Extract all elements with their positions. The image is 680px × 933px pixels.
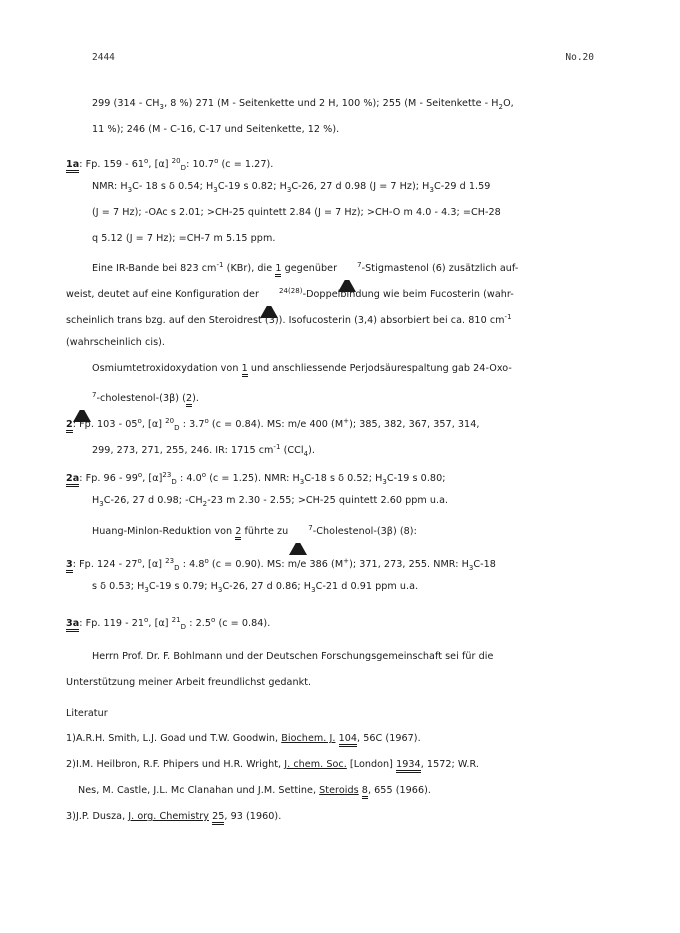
text-segment: ); 385, 382, 367, 357, 314, [349, 419, 480, 431]
text-segment: : Fp. 159 - 61 [79, 159, 145, 171]
text-segment: 20 [165, 417, 175, 425]
text-segment: O, [503, 98, 514, 109]
text-segment: -cholestenol-(3β) ( [96, 393, 186, 405]
text-segment: : 3.7 [179, 419, 205, 431]
text-segment: (wahrscheinlich cis). [66, 337, 166, 348]
text-segment: , [α] [141, 559, 166, 571]
text-segment: 3 [213, 185, 218, 194]
text-segment: + [343, 417, 350, 425]
text-segment: (c = 0.84). [215, 618, 271, 630]
text-segment: D [180, 164, 187, 173]
text-segment: 1)A.R.H. Smith, L.J. Goad und T.W. Goodwin, [66, 733, 282, 744]
text-segment: : Fp. 96 - 99 [79, 473, 138, 485]
text-segment: 2)I.M. Heilbron, R.F. Phipers und H.R. Wright, [66, 759, 285, 770]
text-segment: (KBr), die [223, 263, 276, 275]
text-segment: Literatur [66, 708, 108, 719]
text-segment: s δ 0.53; H [92, 581, 145, 592]
text-segment: 3 [286, 185, 292, 194]
text-segment: 299 (314 - CH [92, 98, 160, 109]
text-segment: NMR: H [92, 181, 128, 192]
text-segment: C-18 s δ 0.52; H [304, 473, 383, 485]
compound-label: 2a [66, 473, 79, 487]
text-segment: ). [192, 393, 200, 405]
text-segment: 7 [357, 261, 362, 269]
text-segment: -1 [216, 261, 224, 269]
text-segment: -1 [273, 443, 281, 451]
text-segment: (c = 1.27). [218, 159, 274, 171]
text-segment: 1 [275, 263, 281, 277]
text-segment: 20 [171, 157, 181, 165]
text-segment: C-19 s 0.79; H [148, 581, 218, 592]
delta-icon [289, 528, 307, 555]
text-segment: C-19 s 0.80; [386, 473, 446, 485]
text-segment: 3)J.P. Dusza, [66, 811, 129, 822]
compound-label: 2 [66, 419, 73, 433]
text-segment: 23 [162, 471, 172, 479]
text-segment: , 93 (1960). [224, 811, 282, 822]
text-segment: 25 [212, 811, 224, 825]
text-segment: Biochem. J. [281, 733, 336, 744]
text-segment: 3 [99, 499, 104, 508]
text-segment: 3 [217, 585, 223, 594]
text-line [66, 677, 680, 689]
text-segment: o [144, 616, 149, 624]
text-line [66, 733, 680, 745]
text-segment: o [137, 471, 143, 479]
text-line [92, 441, 680, 460]
text-line [66, 555, 680, 574]
text-segment: -23 m 2.30 - 2.55; >CH-25 quintett 2.60 ppm u.a. [207, 495, 449, 506]
text-line [92, 651, 680, 663]
text-segment: (CCl [280, 445, 304, 457]
text-line [92, 522, 680, 540]
text-segment: Herrn Prof. Dr. F. Bohlmann und der Deutschen Forschungsgemeinschaft sei für die [92, 651, 494, 662]
text-segment: 8 [362, 785, 368, 799]
text-line [66, 311, 680, 327]
text-segment: D [180, 623, 187, 632]
text-segment: : Fp. 119 - 21 [79, 618, 145, 630]
text-segment: -Stigmastenol (6) zusätzlich auf- [361, 263, 519, 275]
text-segment: -Cholestenol-(3β) (8): [312, 526, 417, 538]
text-segment: , 655 (1966). [367, 785, 431, 796]
text-segment: 4 [303, 450, 309, 459]
text-segment: 2 [202, 499, 208, 508]
text-line [66, 469, 680, 488]
text-line [66, 155, 680, 174]
text-segment: führte zu [241, 526, 289, 538]
text-segment: (c = 0.84). MS: m/e 400 (M [208, 419, 344, 431]
text-segment: 7 [308, 524, 313, 532]
text-line [66, 337, 680, 349]
text-line [92, 363, 680, 375]
text-segment: C-26, 27 d 0.86; H [222, 581, 312, 592]
text-segment: Nes, M. Castle, J.L. Mc Clanahan und J.M. Settine, [78, 785, 320, 796]
text-segment: 3 [127, 185, 133, 194]
text-segment: Osmiumtetroxidoxydation von [92, 363, 242, 374]
text-segment: (c = 0.90). MS: m/e 386 (M [208, 559, 344, 571]
text-segment: C-21 d 0.91 ppm u.a. [315, 581, 419, 592]
text-segment: (c = 1.25). NMR: H [206, 473, 300, 485]
text-segment: Huang-Minlon-Reduktion von [92, 526, 236, 538]
text-segment: -Doppelbindung wie beim Fucosterin (wahr- [302, 289, 514, 301]
text-segment: C-26, 27 d 0.98 (J = 7 Hz); H [291, 181, 430, 192]
text-line [92, 581, 680, 596]
text-segment: gegenüber [281, 263, 338, 275]
text-segment: Unterstützung meiner Arbeit freundlichst gedankt. [66, 677, 312, 688]
text-line [66, 415, 680, 434]
text-segment: J. chem. Soc. [284, 759, 347, 770]
text-segment: C-26, 27 d 0.98; -CH [103, 495, 203, 506]
text-segment: 104 [339, 733, 357, 747]
text-segment: 2 [235, 526, 241, 540]
text-line [66, 708, 680, 720]
text-segment: H [92, 495, 100, 506]
text-segment: C-18 [473, 559, 496, 571]
text-line [66, 811, 680, 823]
text-segment: und anschliessende Perjodsäurespaltung gab 24-Oxo- [247, 363, 512, 374]
text-segment: , [α] [148, 159, 172, 171]
text-segment: 2 [498, 102, 504, 111]
compound-label: 3a [66, 618, 79, 632]
text-segment: 24(28) [278, 287, 303, 295]
text-segment: + [343, 557, 350, 565]
text-line [92, 233, 680, 245]
text-segment: 3 [299, 478, 305, 487]
text-segment: o [214, 157, 219, 165]
text-segment: : 4.0 [176, 473, 202, 485]
text-segment: [London] [346, 759, 397, 770]
text-segment: 1934 [396, 759, 421, 773]
text-segment: o [137, 417, 142, 425]
text-line [66, 285, 680, 303]
text-segment: 11 %); 246 (M - C-16, C-17 und Seitenkette, 12 %). [92, 124, 340, 135]
text-segment: C- 18 s δ 0.54; H [132, 181, 214, 192]
text-segment: : 4.8 [179, 559, 205, 571]
text-line [66, 759, 680, 771]
text-line [92, 181, 680, 196]
text-segment: o [137, 557, 142, 565]
text-segment: Steroids [319, 785, 359, 796]
text-segment: ). [308, 445, 316, 457]
text-segment: , 8 %) 271 (M - Seitenkette und 2 H, 100 %); 255 (M - Seitenkette - H [164, 98, 499, 109]
text-segment: 3 [159, 102, 165, 111]
text-line [92, 124, 680, 136]
text-segment: 3 [429, 185, 434, 194]
text-segment: 7 [92, 391, 97, 399]
text-segment: : 10.7 [186, 159, 215, 171]
text-segment: scheinlich trans bzg. auf den Steroidrest (3)). Isofucosterin (3,4) absorbiert bei ca. 810 cm [66, 315, 505, 327]
text-segment: , [α] [141, 419, 166, 431]
text-segment: , 1572; W.R. [420, 759, 479, 770]
compound-label: 1a [66, 159, 79, 173]
text-segment: 23 [165, 557, 175, 565]
text-segment: weist, deutet auf eine Konfiguration der [66, 289, 259, 301]
issue-number: No.20 [565, 52, 594, 63]
text-segment: 3 [382, 478, 387, 487]
text-line [92, 98, 680, 113]
text-segment: D [174, 424, 180, 433]
text-segment: 3 [468, 564, 474, 573]
text-segment: , [α] [148, 618, 172, 630]
text-segment: : 2.5 [186, 618, 211, 630]
text-segment: 299, 273, 271, 255, 246. IR: 1715 cm [92, 445, 274, 457]
text-line [92, 207, 680, 219]
text-segment: o [204, 417, 209, 425]
text-segment: -1 [504, 313, 512, 321]
text-segment: o [211, 616, 216, 624]
text-segment: D [174, 564, 180, 573]
text-segment: (J = 7 Hz); -OAc s 2.01; >CH-25 quintett 2.84 (J = 7 Hz); >CH-O m 4.0 - 4.3; =CH-28 [92, 207, 501, 218]
text-segment: : Fp. 124 - 27 [72, 559, 138, 571]
text-segment: ); 371, 273, 255. NMR: H [349, 559, 469, 571]
text-segment: D [171, 478, 177, 487]
text-segment: , 56C (1967). [357, 733, 421, 744]
text-line [78, 785, 680, 797]
text-segment: 2 [186, 393, 192, 407]
text-segment: : Fp. 103 - 05 [72, 419, 138, 431]
text-segment: Eine IR-Bande bei 823 cm [92, 263, 217, 275]
text-line [92, 495, 680, 510]
page-number: 2444 [92, 52, 115, 63]
text-segment: o [144, 157, 149, 165]
text-line [72, 389, 680, 407]
text-segment: , [α] [142, 473, 163, 485]
text-segment: C-29 d 1.59 [433, 181, 491, 192]
text-segment: C-19 s 0.82; H [217, 181, 287, 192]
text-segment: 3 [144, 585, 149, 594]
text-line [66, 614, 680, 633]
text-segment: 21 [171, 616, 181, 624]
text-segment: q 5.12 (J = 7 Hz); =CH-7 m 5.15 ppm. [92, 233, 276, 244]
text-segment: o [204, 557, 209, 565]
text-segment: o [201, 471, 207, 479]
compound-label: 3 [66, 559, 73, 573]
text-segment: J. org. Chemistry [128, 811, 209, 822]
text-segment: 3 [311, 585, 316, 594]
text-segment: 1 [242, 363, 248, 377]
text-line [92, 259, 680, 277]
